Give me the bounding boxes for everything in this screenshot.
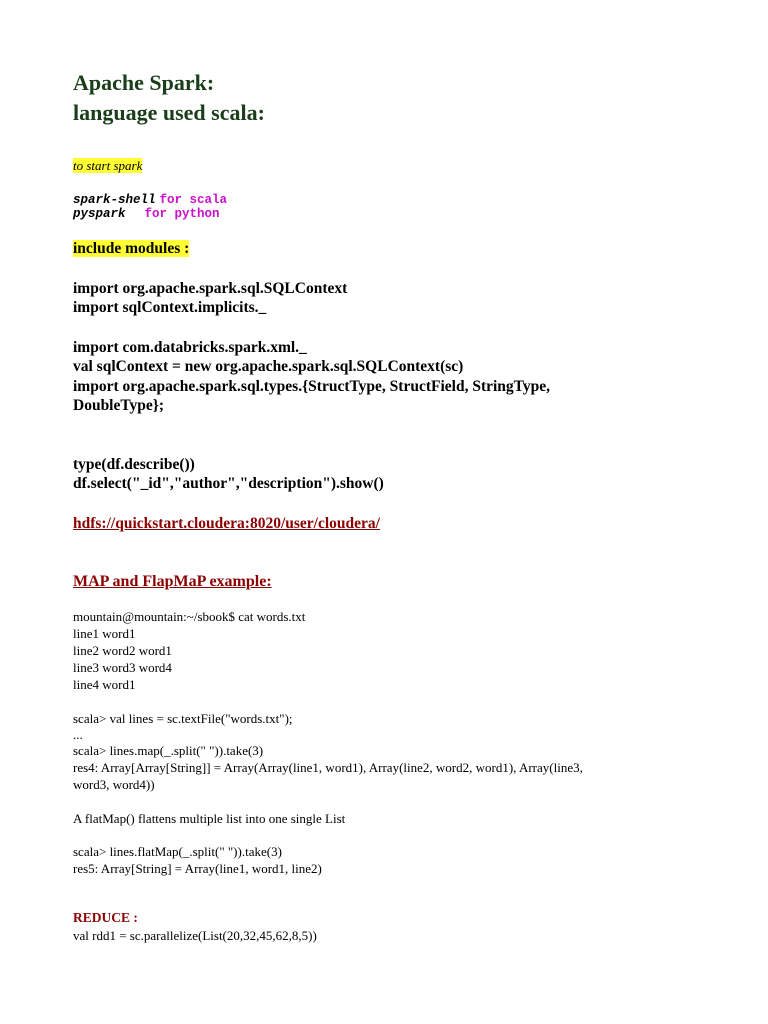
doc-title-line2: language used scala: <box>73 100 265 125</box>
df-describe-line: type(df.describe()) <box>73 456 195 473</box>
map-line: scala> lines.map(_.split(" ")).take(3) <box>73 743 264 758</box>
import-line: import com.databricks.spark.xml._ <box>73 339 307 356</box>
df-select-line: df.select("_id","author","description").show() <box>73 475 384 492</box>
map-line: line4 word1 <box>73 677 136 692</box>
map-line: mountain@mountain:~/sbook$ cat words.txt <box>73 609 306 624</box>
reduce-heading: REDUCE : <box>73 910 138 925</box>
map-line: scala> val lines = sc.textFile("words.txt"); <box>73 711 293 726</box>
map-line: scala> lines.flatMap(_.split(" ")).take(3) <box>73 844 282 859</box>
reduce-line: val rdd1 = sc.parallelize(List(20,32,45,62,8,5)) <box>73 928 317 943</box>
spark-shell-note: for scala <box>159 193 228 207</box>
map-line: word3, word4)) <box>73 777 155 792</box>
map-line: res4: Array[Array[String]] = Array(Array(line1, word1), Array(line2, word2, word1), Array(line3, <box>73 760 583 775</box>
map-section-heading: MAP and FlapMaP example: <box>73 573 272 590</box>
start-spark-heading <box>73 158 142 174</box>
import-line: import org.apache.spark.sql.SQLContext <box>73 280 348 297</box>
import-line: import org.apache.spark.sql.types.{StructType, StructField, StringType, <box>73 378 550 395</box>
map-line: A flatMap() flattens multiple list into one single List <box>73 811 346 826</box>
map-line: res5: Array[String] = Array(line1, word1, line2) <box>73 861 322 876</box>
include-modules-text: include modules : <box>73 240 190 257</box>
map-line: line2 word2 word1 <box>73 643 172 658</box>
start-spark-heading-text: to start spark <box>73 158 143 173</box>
map-line: line3 word3 word4 <box>73 660 172 675</box>
include-modules-heading <box>73 240 189 258</box>
import-line: import sqlContext.implicits._ <box>73 299 267 316</box>
import-line: DoubleType}; <box>73 397 165 414</box>
pyspark-line <box>73 204 220 222</box>
import-line: val sqlContext = new org.apache.spark.sql.SQLContext(sc) <box>73 358 464 375</box>
pyspark-cmd: pyspark <box>73 207 126 221</box>
spark-shell-cmd: spark-shell <box>73 193 156 207</box>
hdfs-link[interactable]: hdfs://quickstart.cloudera:8020/user/cloudera/ <box>73 515 380 532</box>
map-line: ... <box>73 727 83 742</box>
map-line: line1 word1 <box>73 626 136 641</box>
doc-title-line1: Apache Spark: <box>73 70 215 95</box>
pyspark-note: for python <box>144 207 220 221</box>
